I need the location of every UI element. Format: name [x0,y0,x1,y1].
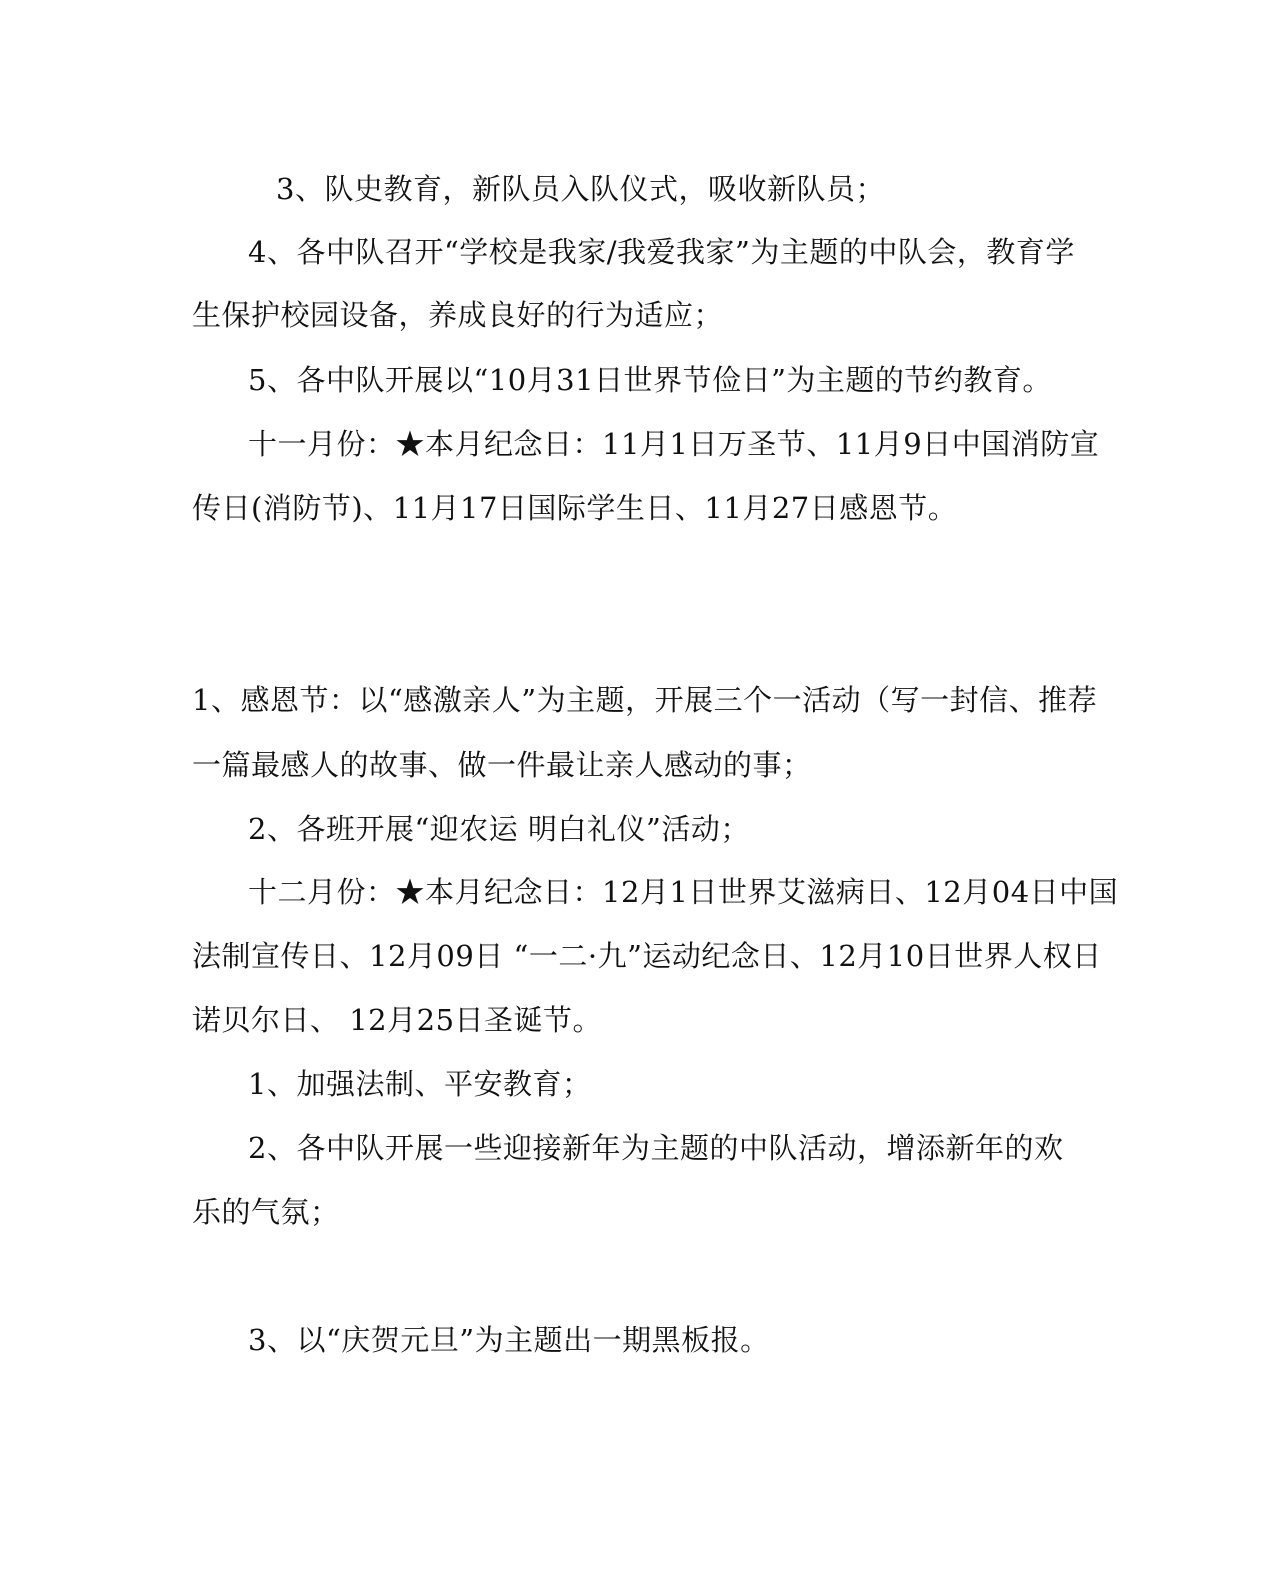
paragraph-line: 2、各中队开展一些迎接新年为主题的中队活动，增添新年的欢 [248,1131,1064,1165]
paragraph-line: 1、感恩节：以“感激亲人”为主题，开展三个一活动（写一封信、推荐 [192,683,1098,717]
paragraph-line: 十二月份：★本月纪念日：12月1日世界艾滋病日、12月04日中国 [248,875,1119,909]
paragraph-line: 4、各中队召开“学校是我家/我爱我家”为主题的中队会，教育学 [248,235,1075,269]
paragraph-line: 乐的气氛； [192,1195,340,1229]
paragraph-line: 5、各中队开展以“10月31日世界节俭日”为主题的节约教育。 [248,363,1052,397]
paragraph-line: 2、各班开展“迎农运 明白礼仪”活动； [248,812,750,846]
paragraph-line: 传日(消防节)、11月17日国际学生日、11月27日感恩节。 [192,491,958,525]
paragraph-line: 1、加强法制、平安教育； [248,1067,592,1101]
paragraph-line: 3、队史教育，新队员入队仪式，吸收新队员； [276,172,885,206]
paragraph-line: 3、以“庆贺元旦”为主题出一期黑板报。 [248,1323,770,1357]
paragraph-line: 法制宣传日、12月09日 “一二·九”运动纪念日、12月10日世界人权日 [192,939,1102,973]
paragraph-line: 生保护校园设备，养成良好的行为适应； [192,298,724,332]
paragraph-line: 十一月份：★本月纪念日：11月1日万圣节、11月9日中国消防宣 [248,427,1100,461]
paragraph-line: 一篇最感人的故事、做一件最让亲人感动的事； [192,748,812,782]
paragraph-line: 诺贝尔日、 12月25日圣诞节。 [192,1003,603,1037]
